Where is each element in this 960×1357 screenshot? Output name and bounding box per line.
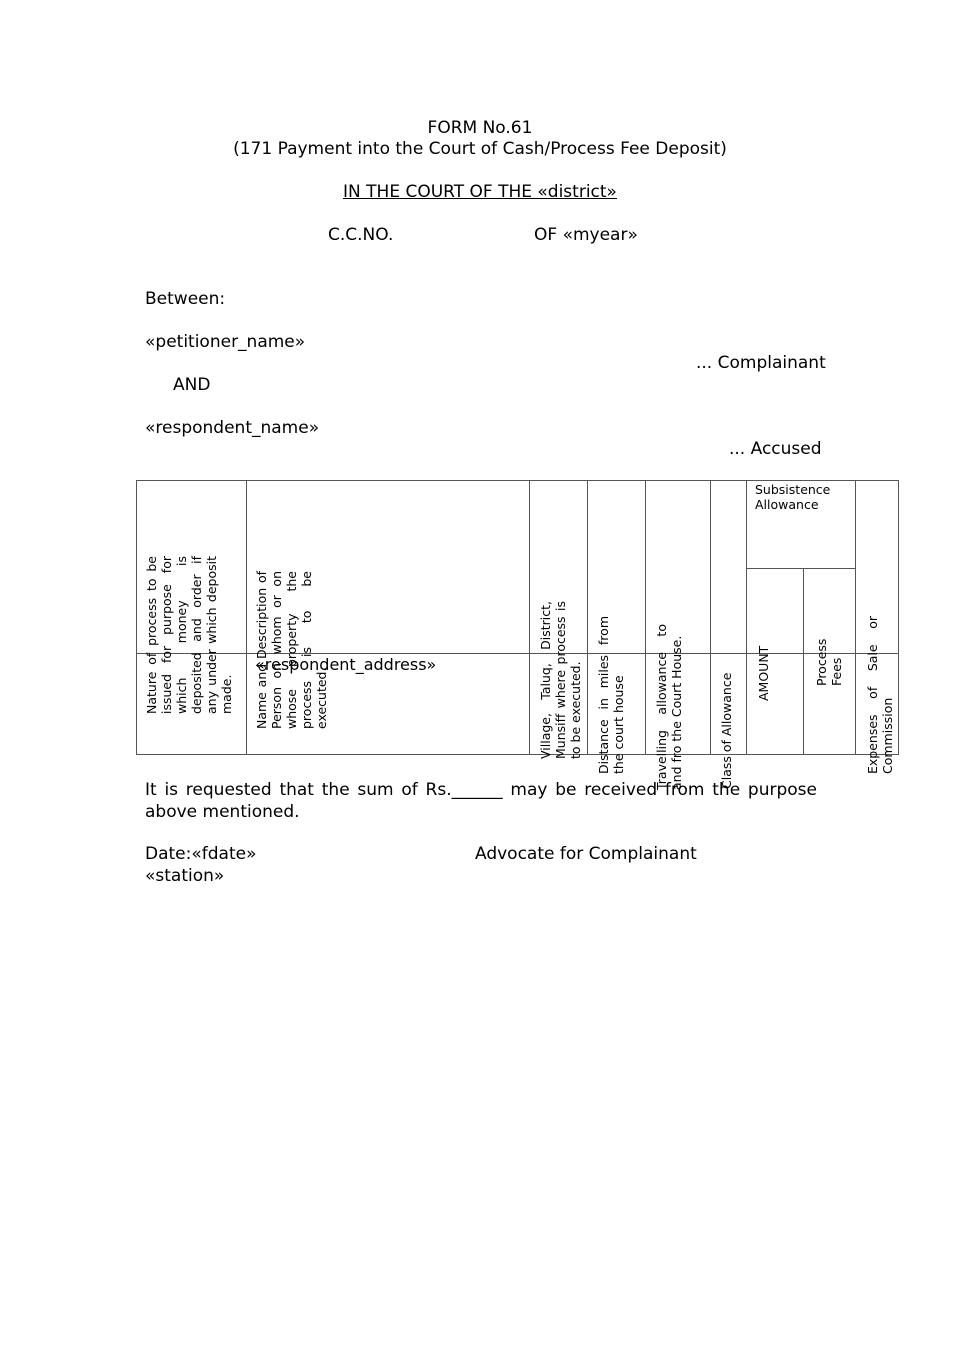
complainant-label: ... Complainant	[696, 353, 826, 373]
header-nature: Nature of process to be issued for purpose for which money is deposited and order if any under which deposit made.	[144, 556, 234, 714]
header-name-cell	[254, 486, 329, 729]
advocate-label: Advocate for Complainant	[475, 844, 697, 864]
header-nature-cell	[144, 486, 244, 714]
station-label: «station»	[145, 866, 225, 886]
header-subsistence: Subsistence Allowance	[755, 482, 831, 512]
table-border-bottom	[136, 754, 899, 755]
court-heading: IN THE COURT OF THE «district»	[343, 182, 617, 202]
header-class: Class of Allowance	[719, 672, 734, 789]
deposit-table	[136, 480, 899, 790]
col-divider	[746, 480, 747, 755]
col-divider	[855, 480, 856, 755]
col-divider	[645, 480, 646, 755]
header-expenses: Expenses of Sale or Commission	[865, 616, 895, 774]
col-divider	[587, 480, 588, 755]
case-number-label: C.C.NO.	[328, 225, 394, 245]
col-divider	[529, 480, 530, 755]
petitioner-name: «petitioner_name»	[145, 332, 306, 352]
header-expenses-cell	[865, 486, 897, 774]
table-border-left	[136, 480, 137, 755]
request-text: It is requested that the sum of Rs.______ may be received from the purpose above mentioned.	[145, 780, 817, 822]
header-amount: AMOUNT	[756, 645, 771, 701]
respondent-address: «respondent_address»	[255, 655, 437, 674]
court-heading-wrap	[0, 182, 960, 202]
header-distance-cell	[596, 486, 644, 774]
form-subtitle: (171 Payment into the Court of Cash/Process Fee Deposit)	[233, 139, 727, 159]
col-divider	[710, 480, 711, 755]
form-title: FORM No.61	[427, 118, 533, 138]
header-process-fees: Process Fees	[814, 638, 844, 686]
accused-label: ... Accused	[729, 439, 822, 459]
header-amount-cell	[756, 574, 778, 701]
header-village-cell	[538, 486, 586, 759]
header-name-description: Name and Description of Person on whom or on whose property the process is to be executed.	[254, 571, 329, 729]
col-divider	[803, 568, 804, 755]
header-travelling-cell	[654, 486, 704, 790]
respondent-name: «respondent_name»	[145, 418, 320, 438]
table-header-divider	[136, 653, 899, 654]
header-village: Village, Taluq, District, Munsiff where process is to be executed.	[538, 601, 583, 759]
header-distance: Distance in miles from the court house	[596, 616, 626, 774]
col-divider	[246, 480, 247, 755]
header-travelling: Travelling allowance to and fro the Court House.	[654, 624, 684, 790]
subsistence-divider	[746, 568, 855, 569]
date-label: Date:«fdate»	[145, 844, 257, 864]
and-label: AND	[173, 375, 211, 395]
case-year-label: OF «myear»	[534, 225, 638, 245]
table-border-right	[898, 480, 899, 755]
between-label: Between:	[145, 289, 226, 309]
table-border-top	[136, 480, 899, 481]
header-process-fees-cell	[814, 574, 850, 686]
header-class-cell	[719, 486, 741, 789]
